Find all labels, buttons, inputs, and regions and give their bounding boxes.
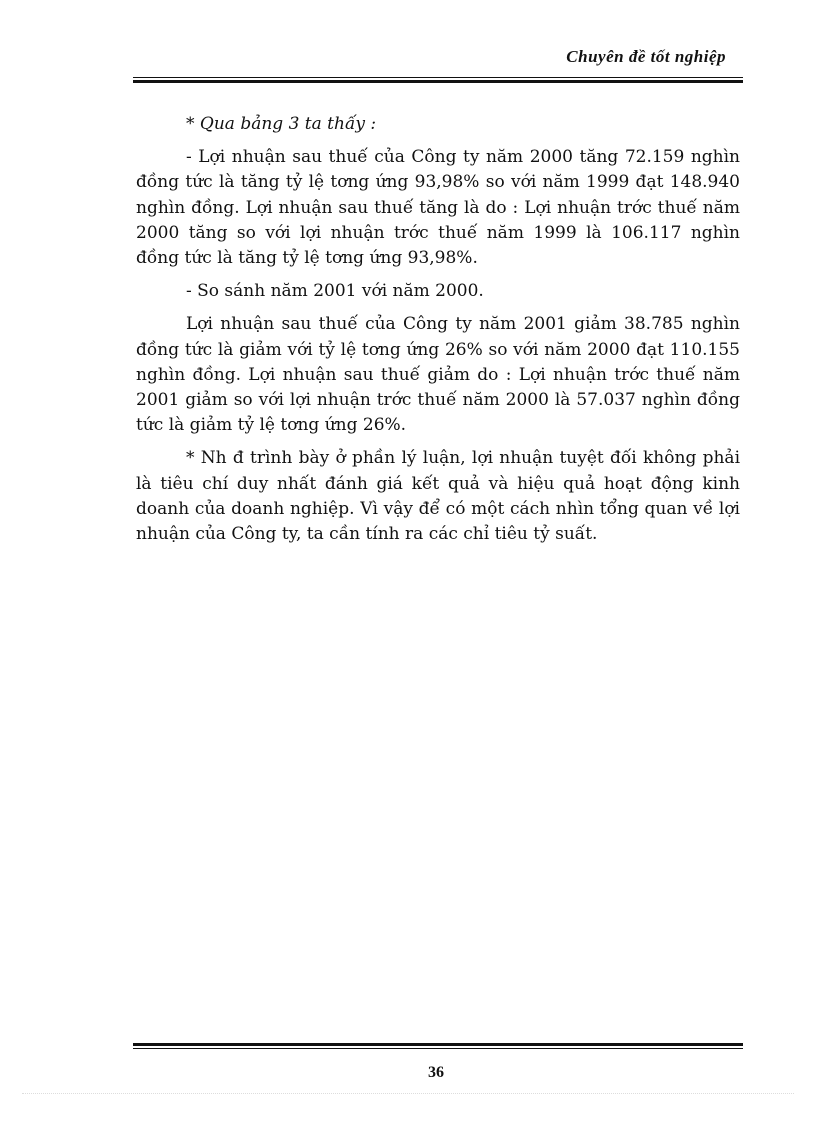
paragraph-conclusion: * Nh đ trình bày ở phần lý luận, lợi nhuận tuyệt đối không phải là tiêu chí duy nhất đánh giá kết quả và hiệu quả hoạt động kinh doanh của doanh nghiệp. Vì vậy để có một cách nhìn tổng quan về lợi nhuận của Công ty, ta cần tính ra các chỉ tiêu tỷ suất. bbox=[136, 448, 740, 545]
paragraph-comparison-heading: - So sánh năm 2001 với năm 2000. bbox=[186, 281, 484, 302]
page-bottom-edge bbox=[22, 1093, 794, 1094]
running-header-title: Chuyên đề tốt nghiệp bbox=[566, 47, 726, 66]
paragraph-2001-analysis: Lợi nhuận sau thuế của Công ty năm 2001 giảm 38.785 nghìn đồng tức là giảm với tỷ lệ tơng ứng 26% so với năm 2000 đạt 110.155 nghìn đồng. Lợi nhuận sau thuế giảm do : Lợi nhuận trớc thuế năm 2001 giảm so với lợi nhuận trớc thuế năm 2000 là 57.037 nghìn đồng tức là giảm tỷ lệ tơng ứng 26%. bbox=[136, 314, 740, 436]
header-double-rule bbox=[133, 77, 743, 83]
section-intro: * Qua bảng 3 ta thấy : bbox=[186, 114, 377, 134]
footer-double-rule bbox=[133, 1043, 743, 1049]
document-body bbox=[136, 112, 740, 555]
page-number: 36 bbox=[428, 1064, 444, 1081]
paragraph-2000-analysis: - Lợi nhuận sau thuế của Công ty năm 2000 tăng 72.159 nghìn đồng tức là tăng tỷ lệ tơng ứng 93,98% so với năm 1999 đạt 148.940 nghìn đồng. Lợi nhuận sau thuế tăng là do : Lợi nhuận trớc thuế năm 2000 tăng so với lợi nhuận trớc thuế năm 1999 là 106.117 nghìn đồng tức là tăng tỷ lệ tơng ứng 93,98%. bbox=[136, 147, 740, 269]
